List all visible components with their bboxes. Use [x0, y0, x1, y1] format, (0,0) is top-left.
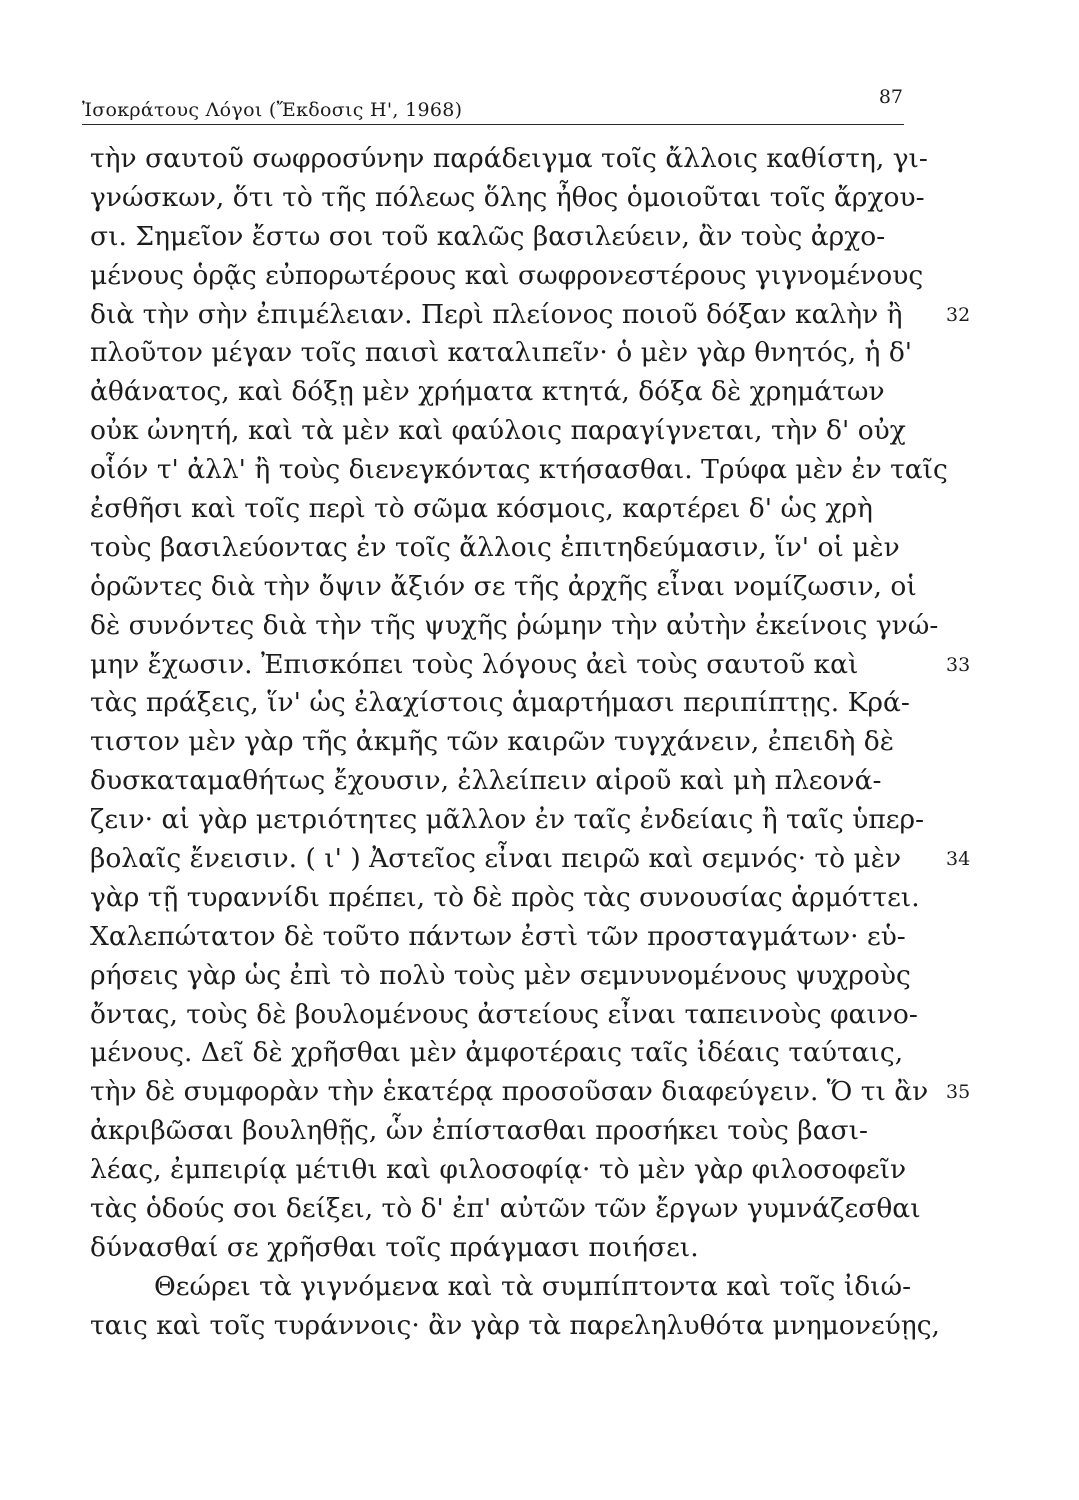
- text-line: [90, 218, 930, 257]
- text-line-content: δὲ συνόντες διὰ τὴν τῆς ψυχῆς ῥώμην τὴν αὐτὴν ἐκείνοις γνώ-: [90, 609, 939, 641]
- text-line-content: ζειν· αἱ γὰρ μετριότητες μᾶλλον ἐν ταῖς ἐνδείαις ἢ ταῖς ὑπερ-: [90, 804, 925, 836]
- text-line: [90, 1112, 930, 1151]
- text-line-content: μένους. Δεῖ δὲ χρῆσθαι μὲν ἀμφοτέραις ταῖς ἰδέαις ταύταις,: [90, 1037, 904, 1069]
- text-line: [90, 296, 971, 335]
- text-line-content: σι. Σημεῖον ἔστω σοι τοῦ καλῶς βασιλεύειν, ἂν τοὺς ἀρχο-: [90, 220, 886, 252]
- section-number: 34: [946, 848, 971, 871]
- text-line: [90, 801, 930, 840]
- text-line-content: οἷόν τ' ἀλλ' ἢ τοὺς διενεγκόντας κτήσασθαι. Τρύφα μὲν ἐν ταῖς: [90, 454, 948, 486]
- section-number: 35: [946, 1081, 971, 1104]
- text-line: [90, 996, 930, 1035]
- text-line-content: τὰς ὁδούς σοι δείξει, τὸ δ' ἐπ' αὐτῶν τῶν ἔργων γυμνάζεσθαι: [90, 1193, 921, 1225]
- text-line-content: ὁρῶντες διὰ τὴν ὄψιν ἄξιόν σε τῆς ἀρχῆς εἶναι νομίζωσιν, οἱ: [90, 570, 917, 602]
- text-line: [90, 684, 930, 723]
- text-line-content: οὐκ ὠνητή, καὶ τὰ μὲν καὶ φαύλοις παραγίγνεται, τὴν δ' οὐχ: [90, 415, 906, 447]
- text-line: [90, 646, 971, 685]
- text-line: [90, 257, 930, 296]
- header-rule: [82, 124, 904, 125]
- text-line: [90, 1073, 971, 1112]
- text-line-content: τιστον μὲν γὰρ τῆς ἀκμῆς τῶν καιρῶν τυγχάνειν, ἐπειδὴ δὲ: [90, 726, 894, 758]
- text-line: [90, 723, 930, 762]
- text-line-content: ἀθάνατος, καὶ δόξῃ μὲν χρήματα κτητά, δόξα δὲ χρημάτων: [90, 376, 885, 408]
- text-line: [90, 840, 971, 879]
- text-line-content: τὴν δὲ συμφορὰν τὴν ἑκατέρᾳ προσοῦσαν διαφεύγειν. Ὅ τι ἂν: [90, 1076, 929, 1108]
- text-line-content: τοὺς βασιλεύοντας ἐν τοῖς ἄλλοις ἐπιτηδεύμασιν, ἵν' οἱ μὲν: [90, 531, 900, 563]
- text-line: [90, 1229, 930, 1268]
- text-line: [90, 1151, 930, 1190]
- text-line: [90, 451, 948, 490]
- text-line-content: ταις καὶ τοῖς τυράννοις· ἂν γὰρ τὰ παρεληλυθότα μνημονεύῃς,: [90, 1309, 940, 1341]
- text-line: [90, 879, 930, 918]
- text-line: [90, 957, 930, 996]
- text-line-content: τὰς πράξεις, ἵν' ὡς ἐλαχίστοις ἁμαρτήμασι περιπίπτῃς. Κρά-: [90, 687, 910, 719]
- text-line: [90, 1307, 940, 1346]
- text-line-content: ἐσθῆσι καὶ τοῖς περὶ τὸ σῶμα κόσμοις, καρτέρει δ' ὡς χρὴ: [90, 493, 873, 525]
- text-line: [90, 490, 930, 529]
- text-line-content: Χαλεπώτατον δὲ τοῦτο πάντων ἐστὶ τῶν προσταγμάτων· εὑ-: [90, 920, 906, 952]
- text-line-content: διὰ τὴν σὴν ἐπιμέλειαν. Περὶ πλείονος ποιοῦ δόξαν καλὴν ἢ: [90, 298, 903, 330]
- text-line: [90, 1190, 930, 1229]
- text-line-content: ὄντας, τοὺς δὲ βουλομένους ἀστείους εἶναι ταπεινοὺς φαινο-: [90, 998, 918, 1030]
- text-line-content: λέας, ἐμπειρίᾳ μέτιθι καὶ φιλοσοφίᾳ· τὸ μὲν γὰρ φιλοσοφεῖν: [90, 1154, 907, 1186]
- text-line: [90, 140, 930, 179]
- text-line: [90, 373, 930, 412]
- body-text: [90, 140, 971, 1346]
- running-title: Ἰσοκράτους Λόγοι (Ἔκδοσις Η', 1968): [82, 99, 463, 121]
- text-line-content: βολαῖς ἔνεισιν. ( ι' ) Ἀστεῖος εἶναι πειρῶ καὶ σεμνός· τὸ μὲν: [90, 843, 902, 875]
- section-number: 32: [946, 303, 971, 326]
- page-number: 87: [878, 86, 903, 108]
- text-line: [90, 529, 930, 568]
- text-line: [90, 1268, 930, 1307]
- text-line-content: Θεώρει τὰ γιγνόμενα καὶ τὰ συμπίπτοντα καὶ τοῖς ἰδιώ-: [154, 1270, 912, 1302]
- text-line-content: ἀκριβῶσαι βουληθῇς, ὧν ἐπίστασθαι προσήκει τοὺς βασι-: [90, 1115, 868, 1147]
- text-line: [90, 179, 930, 218]
- text-line-content: τὴν σαυτοῦ σωφροσύνην παράδειγμα τοῖς ἄλλοις καθίστη, γι-: [90, 143, 928, 174]
- text-line-content: ρήσεις γὰρ ὡς ἐπὶ τὸ πολὺ τοὺς μὲν σεμνυνομένους ψυχροὺς: [90, 959, 911, 991]
- text-line-content: γνώσκων, ὅτι τὸ τῆς πόλεως ὅλης ἦθος ὁμοιοῦται τοῖς ἄρχου-: [90, 181, 925, 213]
- text-line: [90, 568, 930, 607]
- text-line-content: δύνασθαί σε χρῆσθαι τοῖς πράγμασι ποιήσει.: [90, 1231, 699, 1263]
- text-line-content: πλοῦτον μέγαν τοῖς παισὶ καταλιπεῖν· ὁ μὲν γὰρ θνητός, ἡ δ': [90, 337, 913, 369]
- text-line-content: μένους ὁρᾷς εὐπορωτέρους καὶ σωφρονεστέρους γιγνομένους: [90, 259, 924, 291]
- text-line: [90, 412, 930, 451]
- section-number: 33: [946, 653, 971, 676]
- text-line: [90, 1034, 930, 1073]
- text-line: [90, 607, 939, 646]
- text-line: [90, 762, 930, 801]
- text-line-content: μην ἔχωσιν. Ἐπισκόπει τοὺς λόγους ἀεὶ τοὺς σαυτοῦ καὶ: [90, 648, 859, 680]
- text-line-content: δυσκαταμαθήτως ἔχουσιν, ἐλλείπειν αἱροῦ καὶ μὴ πλεονά-: [90, 765, 882, 797]
- text-line-content: γὰρ τῇ τυραννίδι πρέπει, τὸ δὲ πρὸς τὰς συνουσίας ἁρμόττει.: [90, 881, 920, 913]
- text-line: [90, 918, 930, 957]
- text-line: [90, 334, 930, 373]
